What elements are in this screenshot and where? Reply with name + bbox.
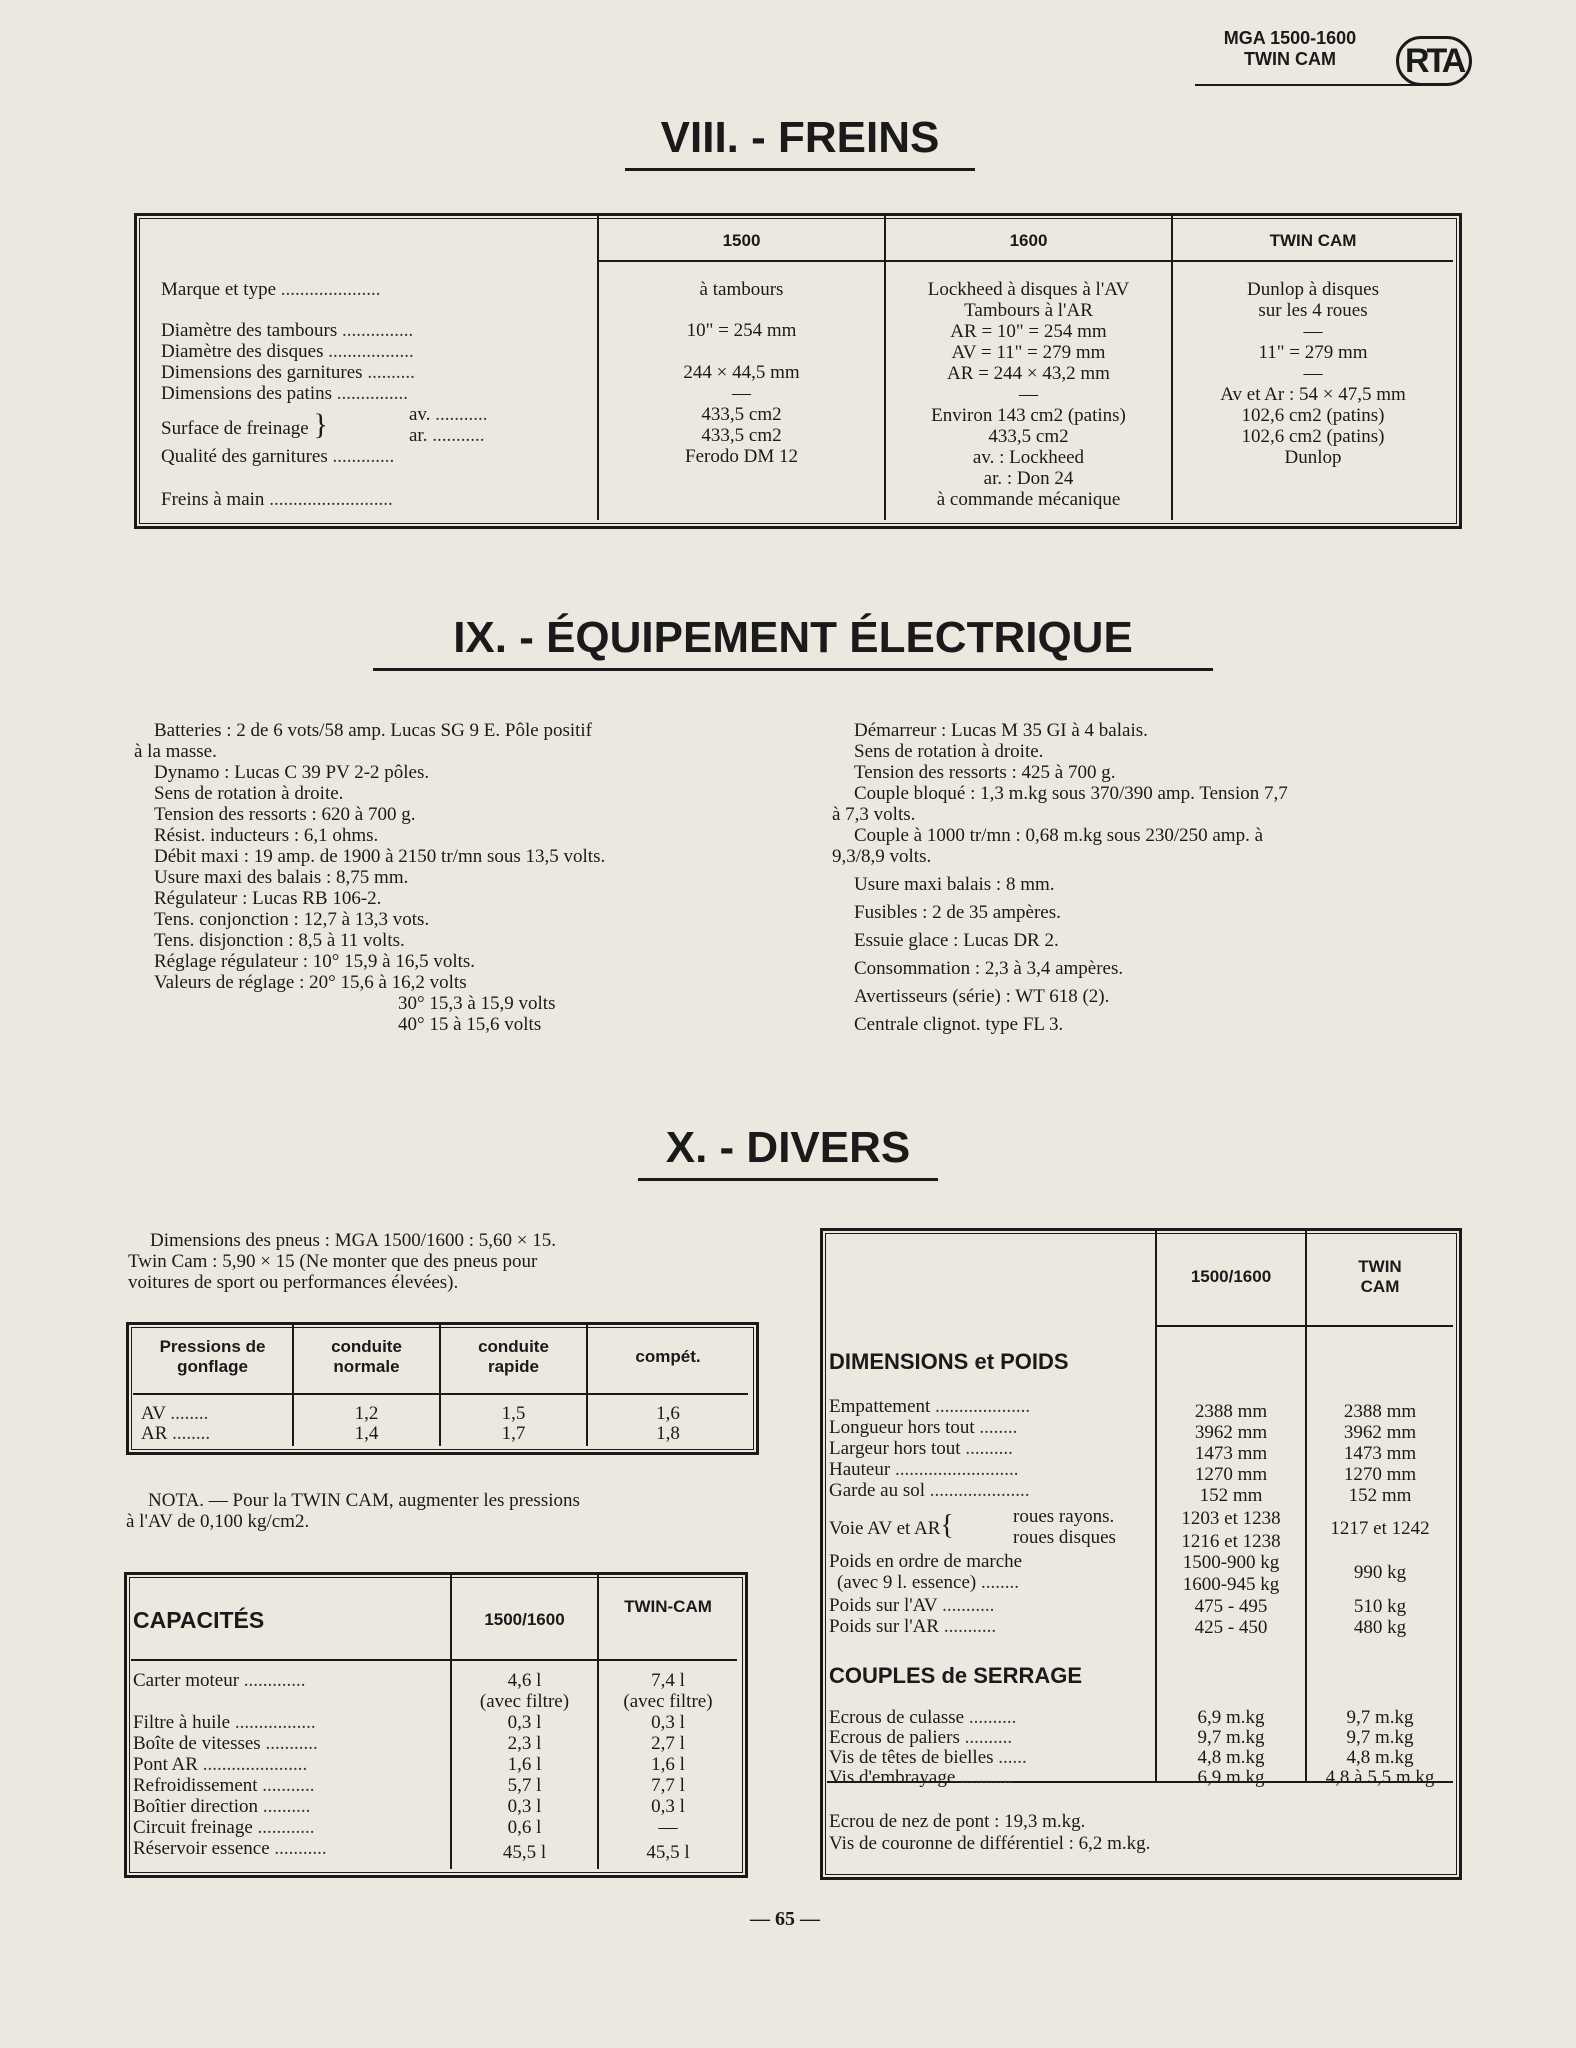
cell: 1,6 (656, 1403, 680, 1424)
label-text: AV (141, 1403, 166, 1424)
row-label: Vis de têtes de bielles ...... (829, 1747, 1027, 1768)
cell: 152 mm (1199, 1485, 1263, 1506)
cell: Lockheed à disques à l'AV (927, 279, 1130, 300)
cell: 0,3 l (651, 1712, 685, 1733)
line: Valeurs de réglage : 20° 15,6 à 16,2 volts (154, 972, 467, 993)
col-header-twincam: TWIN CAM (1269, 231, 1357, 250)
cell: ar. : Don 24 (983, 468, 1074, 489)
row-label: Marque et type ..................... (161, 279, 381, 300)
freins-table (134, 213, 1462, 529)
cell: 1,4 (354, 1423, 379, 1444)
line: Usure maxi des balais : 8,75 mm. (154, 867, 409, 888)
col-header: compét. (635, 1347, 701, 1366)
col-header: conduite rapide (478, 1337, 549, 1376)
cell: Av et Ar : 54 × 47,5 mm (1220, 384, 1406, 405)
cell: AV = 11" = 279 mm (951, 342, 1106, 363)
row-label: Boîte de vitesses ........... (133, 1733, 318, 1754)
freins-title: VIII. - FREINS (625, 108, 975, 171)
cell: 990 kg (1353, 1562, 1407, 1583)
row-label: AR ........ (141, 1423, 211, 1444)
line: Sens de rotation à droite. (154, 783, 344, 804)
label-text: Ecrous de culasse (829, 1707, 965, 1728)
dimensions-table (820, 1228, 1462, 1880)
cell: 2,3 l (507, 1733, 542, 1754)
cell: — (1303, 321, 1323, 342)
dimensions-title: DIMENSIONS et POIDS (829, 1349, 1069, 1374)
cell: 1,8 (656, 1423, 680, 1444)
line: Centrale clignot. type FL 3. (854, 1014, 1064, 1035)
line: Essuie glace : Lucas DR 2. (854, 930, 1059, 951)
cell: Tambours à l'AR (964, 300, 1093, 321)
label-text: Refroidissement (133, 1775, 258, 1796)
cell: 152 mm (1348, 1485, 1412, 1506)
cell: 7,4 l (651, 1670, 685, 1691)
cell: 5,7 l (507, 1775, 542, 1796)
label-text: (avec 9 l. essence) (837, 1572, 977, 1593)
label-text: Poids sur l'AV (829, 1595, 938, 1616)
row-label: Largeur hors tout .......... (829, 1438, 1013, 1459)
nota-text (126, 1490, 756, 1532)
row-label: Diamètre des tambours ............... (161, 320, 414, 341)
label-text: av. (409, 404, 431, 425)
note-line: Vis de couronne de différentiel : 6,2 m.kg. (829, 1833, 1151, 1854)
label-text: AR (141, 1423, 168, 1444)
label-text: Diamètre des tambours (161, 320, 338, 341)
row-label: Garde au sol ..................... (829, 1480, 1030, 1501)
label-text: Filtre à huile (133, 1712, 231, 1733)
cell: 9,7 m.kg (1346, 1727, 1414, 1748)
cell: (avec filtre) (623, 1691, 713, 1712)
voie-label: Voie AV et AR{ (829, 1510, 954, 1541)
row-label: Pont AR ...................... (133, 1754, 308, 1775)
cell: AR = 10" = 254 mm (950, 321, 1107, 342)
divers-title: X. - DIVERS (638, 1118, 938, 1181)
line: à l'AV de 0,100 kg/cm2. (126, 1511, 310, 1532)
label-text: Largeur hors tout (829, 1438, 961, 1459)
cell: 7,7 l (651, 1775, 685, 1796)
line: à 7,3 volts. (832, 804, 916, 825)
label-text: Boîte de vitesses (133, 1733, 261, 1754)
page-number: — 65 — (750, 1908, 820, 1930)
cell: 3962 mm (1343, 1422, 1417, 1443)
row-label: Diamètre des disques .................. (161, 341, 414, 362)
col-header-1600: 1600 (1009, 231, 1048, 250)
row-label: Circuit freinage ............ (133, 1817, 315, 1838)
line: Démarreur : Lucas M 35 GI à 4 balais. (854, 720, 1148, 741)
cell: 2388 mm (1343, 1401, 1417, 1422)
cell: 244 × 44,5 mm (683, 362, 800, 383)
row-rule (133, 1393, 748, 1395)
cell: 2,7 l (651, 1733, 685, 1754)
cell: 4,8 m.kg (1197, 1747, 1265, 1768)
cell: 1600-945 kg (1182, 1574, 1280, 1595)
row-label: Dimensions des garnitures .......... (161, 362, 415, 383)
cell: Dunlop à disques (1247, 279, 1379, 300)
cell: Dunlop (1284, 447, 1342, 468)
pressions-table (126, 1322, 759, 1455)
rta-logo: RTA (1396, 36, 1472, 86)
line: 40° 15 à 15,6 volts (398, 1014, 542, 1035)
line: Réglage régulateur : 10° 15,9 à 16,5 volts. (154, 951, 476, 972)
label-text: Boîtier direction (133, 1796, 259, 1817)
cell: 1473 mm (1343, 1443, 1417, 1464)
label-text: ar. (409, 425, 428, 446)
line: Tension des ressorts : 620 à 700 g. (154, 804, 416, 825)
line: Consommation : 2,3 à 3,4 ampères. (854, 958, 1124, 979)
line: Débit maxi : 19 amp. de 1900 à 2150 tr/mn sous 13,5 volts. (154, 846, 606, 867)
cell: 9,7 m.kg (1346, 1707, 1414, 1728)
cell: 2388 mm (1194, 1401, 1268, 1422)
cell: 1270 mm (1194, 1464, 1268, 1485)
cell: — (1303, 363, 1323, 384)
cell: 10" = 254 mm (686, 320, 797, 341)
line: NOTA. — Pour la TWIN CAM, augmenter les pressions (148, 1490, 580, 1511)
row-label: Surface de freinage } (161, 408, 328, 441)
line: à la masse. (134, 741, 217, 762)
row-label: Longueur hors tout ........ (829, 1417, 1018, 1438)
label-text: Vis d'embrayage (829, 1767, 956, 1788)
label-text: Dimensions des patins (161, 383, 332, 404)
row-label: Réservoir essence ........... (133, 1838, 327, 1859)
line: Tens. disjonction : 8,5 à 11 volts. (154, 930, 405, 951)
cell: 480 kg (1353, 1617, 1407, 1638)
cell: — (1019, 384, 1038, 405)
cell: Ferodo DM 12 (685, 446, 798, 467)
cell: 433,5 cm2 (701, 404, 782, 425)
label-text: Freins à main (161, 489, 265, 510)
row-label: Refroidissement ........... (133, 1775, 315, 1796)
label-text: Vis de têtes de bielles (829, 1747, 994, 1768)
line: Sens de rotation à droite. (854, 741, 1044, 762)
label-text: Ecrous de paliers (829, 1727, 960, 1748)
cell: 1,6 l (507, 1754, 542, 1775)
header-model-line1: MGA 1500-1600 (1223, 28, 1357, 48)
row-label: Hauteur .......................... (829, 1459, 1019, 1480)
header-rule (597, 260, 1453, 262)
label-text: Hauteur (829, 1459, 891, 1480)
cell: AR = 244 × 43,2 mm (947, 363, 1110, 384)
label-text: Pont AR (133, 1754, 198, 1775)
col-header: conduite normale (331, 1337, 402, 1376)
cell: — (732, 383, 751, 404)
cell: 1473 mm (1194, 1443, 1268, 1464)
label-text: Réservoir essence (133, 1838, 270, 1859)
cell: 6,9 m.kg (1197, 1707, 1265, 1728)
cell: 9,7 m.kg (1197, 1727, 1265, 1748)
pneus-text (128, 1230, 758, 1293)
voie-sub: roues disques (1013, 1527, 1116, 1548)
electrique-title: IX. - ÉQUIPEMENT ÉLECTRIQUE (373, 608, 1213, 671)
col-header: Pressions de gonflage (159, 1337, 266, 1376)
row-label: Poids sur l'AR ........... (829, 1616, 997, 1637)
cell: 4,6 l (507, 1670, 542, 1691)
label-text: Circuit freinage (133, 1817, 253, 1838)
row-label: Poids sur l'AV ........... (829, 1595, 995, 1616)
cell: Environ 143 cm2 (patins) (931, 405, 1126, 426)
electrique-right (832, 720, 1462, 1035)
label-text: Garde au sol (829, 1480, 926, 1501)
row-label: Dimensions des patins ............... (161, 383, 408, 404)
line: Usure maxi balais : 8 mm. (854, 874, 1055, 895)
row-label: Empattement .................... (829, 1396, 1031, 1417)
cell: 1,2 (354, 1403, 379, 1424)
divider (1155, 1231, 1157, 1781)
cell: 1216 et 1238 (1181, 1531, 1281, 1552)
cell: 45,5 l (646, 1842, 690, 1863)
row-label: ar. ........... (409, 425, 485, 446)
line: Couple bloqué : 1,3 m.kg sous 370/390 amp. Tension 7,7 (854, 783, 1288, 804)
col-header: TWIN CAM (1358, 1257, 1402, 1296)
cell: 475 - 495 (1194, 1596, 1268, 1617)
cell: 1203 et 1238 (1181, 1508, 1281, 1529)
couples-title: COUPLES de SERRAGE (829, 1663, 1083, 1688)
col-header: 1500/1600 (1190, 1267, 1272, 1286)
voie-sub: roues rayons. (1013, 1506, 1115, 1527)
row-label: Qualité des garnitures ............. (161, 446, 395, 467)
line: Résist. inducteurs : 6,1 ohms. (154, 825, 379, 846)
divider (1305, 1231, 1307, 1781)
line: Fusibles : 2 de 35 ampères. (854, 902, 1061, 923)
row-label: Carter moteur ............. (133, 1670, 306, 1691)
line: Dimensions des pneus : MGA 1500/1600 : 5,60 × 15. (150, 1230, 557, 1251)
row-label: Vis d'embrayage ........... (829, 1767, 1013, 1788)
cell: 1,5 (501, 1403, 526, 1424)
cell: 510 kg (1353, 1596, 1407, 1617)
cell: 102,6 cm2 (patins) (1241, 426, 1385, 447)
electrique-left (134, 720, 774, 1035)
col-header: 1500/1600 (484, 1610, 565, 1629)
cell: à tambours (699, 279, 784, 300)
cell: 1,7 (501, 1423, 526, 1444)
cell: 102,6 cm2 (patins) (1241, 405, 1385, 426)
label-text: Poids sur l'AR (829, 1616, 940, 1637)
col-header: TWIN-CAM (624, 1597, 712, 1616)
header-rule (1195, 84, 1445, 86)
cell: (avec filtre) (479, 1691, 570, 1712)
cell: 0,6 l (507, 1817, 542, 1838)
label-text: Longueur hors tout (829, 1417, 975, 1438)
capacites-table (124, 1572, 748, 1878)
capacites-title: CAPACITÉS (133, 1607, 265, 1633)
line: Couple à 1000 tr/mn : 0,68 m.kg sous 230/250 amp. à (854, 825, 1264, 846)
line: Tension des ressorts : 425 à 700 g. (854, 762, 1116, 783)
cell: 0,3 l (507, 1796, 542, 1817)
note-line: Ecrou de nez de pont : 19,3 m.kg. (829, 1811, 1086, 1832)
row-label: Poids en ordre de marche (829, 1551, 1023, 1572)
cell: av. : Lockheed (972, 447, 1085, 468)
row-label: Ecrous de culasse .......... (829, 1707, 1017, 1728)
cell: sur les 4 roues (1258, 300, 1368, 321)
row-label: Boîtier direction .......... (133, 1796, 311, 1817)
cell: 433,5 cm2 (988, 426, 1069, 447)
cell: 6,9 m.kg (1197, 1767, 1265, 1788)
cell: — (658, 1817, 678, 1838)
row-label: av. ........... (409, 404, 488, 425)
cell: 1,6 l (651, 1754, 685, 1775)
row-rule (131, 1659, 737, 1661)
cell: 1217 et 1242 (1330, 1518, 1430, 1539)
header-model-line2: TWIN CAM (1244, 49, 1336, 69)
line: Twin Cam : 5,90 × 15 (Ne monter que des pneus pour (128, 1251, 538, 1272)
row-label: Ecrous de paliers .......... (829, 1727, 1013, 1748)
label-text: Marque et type (161, 279, 277, 300)
row-label: AV ........ (141, 1403, 209, 1424)
row-label: Filtre à huile ................. (133, 1712, 316, 1733)
row-label: (avec 9 l. essence) ........ (837, 1572, 1020, 1593)
cell: 433,5 cm2 (701, 425, 782, 446)
col-header-1500: 1500 (722, 231, 761, 250)
cell: 45,5 l (502, 1842, 547, 1863)
cell: 3962 mm (1194, 1422, 1268, 1443)
label-text: Surface de freinage (161, 418, 309, 439)
cell: 1500-900 kg (1182, 1552, 1280, 1573)
cell: 4,8 à 5,5 m.kg (1325, 1767, 1435, 1788)
label-text: Carter moteur (133, 1670, 240, 1691)
cell: 1270 mm (1343, 1464, 1417, 1485)
line: 9,3/8,9 volts. (832, 846, 932, 867)
line: voitures de sport ou performances élevées). (128, 1272, 459, 1293)
cell: 0,3 l (507, 1712, 542, 1733)
label-text: Qualité des garnitures (161, 446, 328, 467)
label-text: Diamètre des disques (161, 341, 324, 362)
header-model (1185, 28, 1395, 70)
cell: 425 - 450 (1194, 1617, 1268, 1638)
cell: 4,8 m.kg (1346, 1747, 1414, 1768)
line: Dynamo : Lucas C 39 PV 2-2 pôles. (154, 762, 430, 783)
line: 30° 15,3 à 15,9 volts (398, 993, 556, 1014)
line: Avertisseurs (série) : WT 618 (2). (854, 986, 1110, 1007)
line: Tens. conjonction : 12,7 à 13,3 vots. (154, 909, 430, 930)
cell: à commande mécanique (936, 489, 1121, 510)
row-label: Freins à main .......................... (161, 489, 393, 510)
label-text: Empattement (829, 1396, 931, 1417)
label-text: Voie AV et AR (829, 1518, 941, 1539)
cell: 0,3 l (651, 1796, 685, 1817)
cell: 11" = 279 mm (1258, 342, 1368, 363)
label-text: Dimensions des garnitures (161, 362, 363, 383)
header-rule (1155, 1325, 1453, 1327)
line: Batteries : 2 de 6 vots/58 amp. Lucas SG 9 E. Pôle positif (154, 720, 593, 741)
line: Régulateur : Lucas RB 106-2. (154, 888, 382, 909)
